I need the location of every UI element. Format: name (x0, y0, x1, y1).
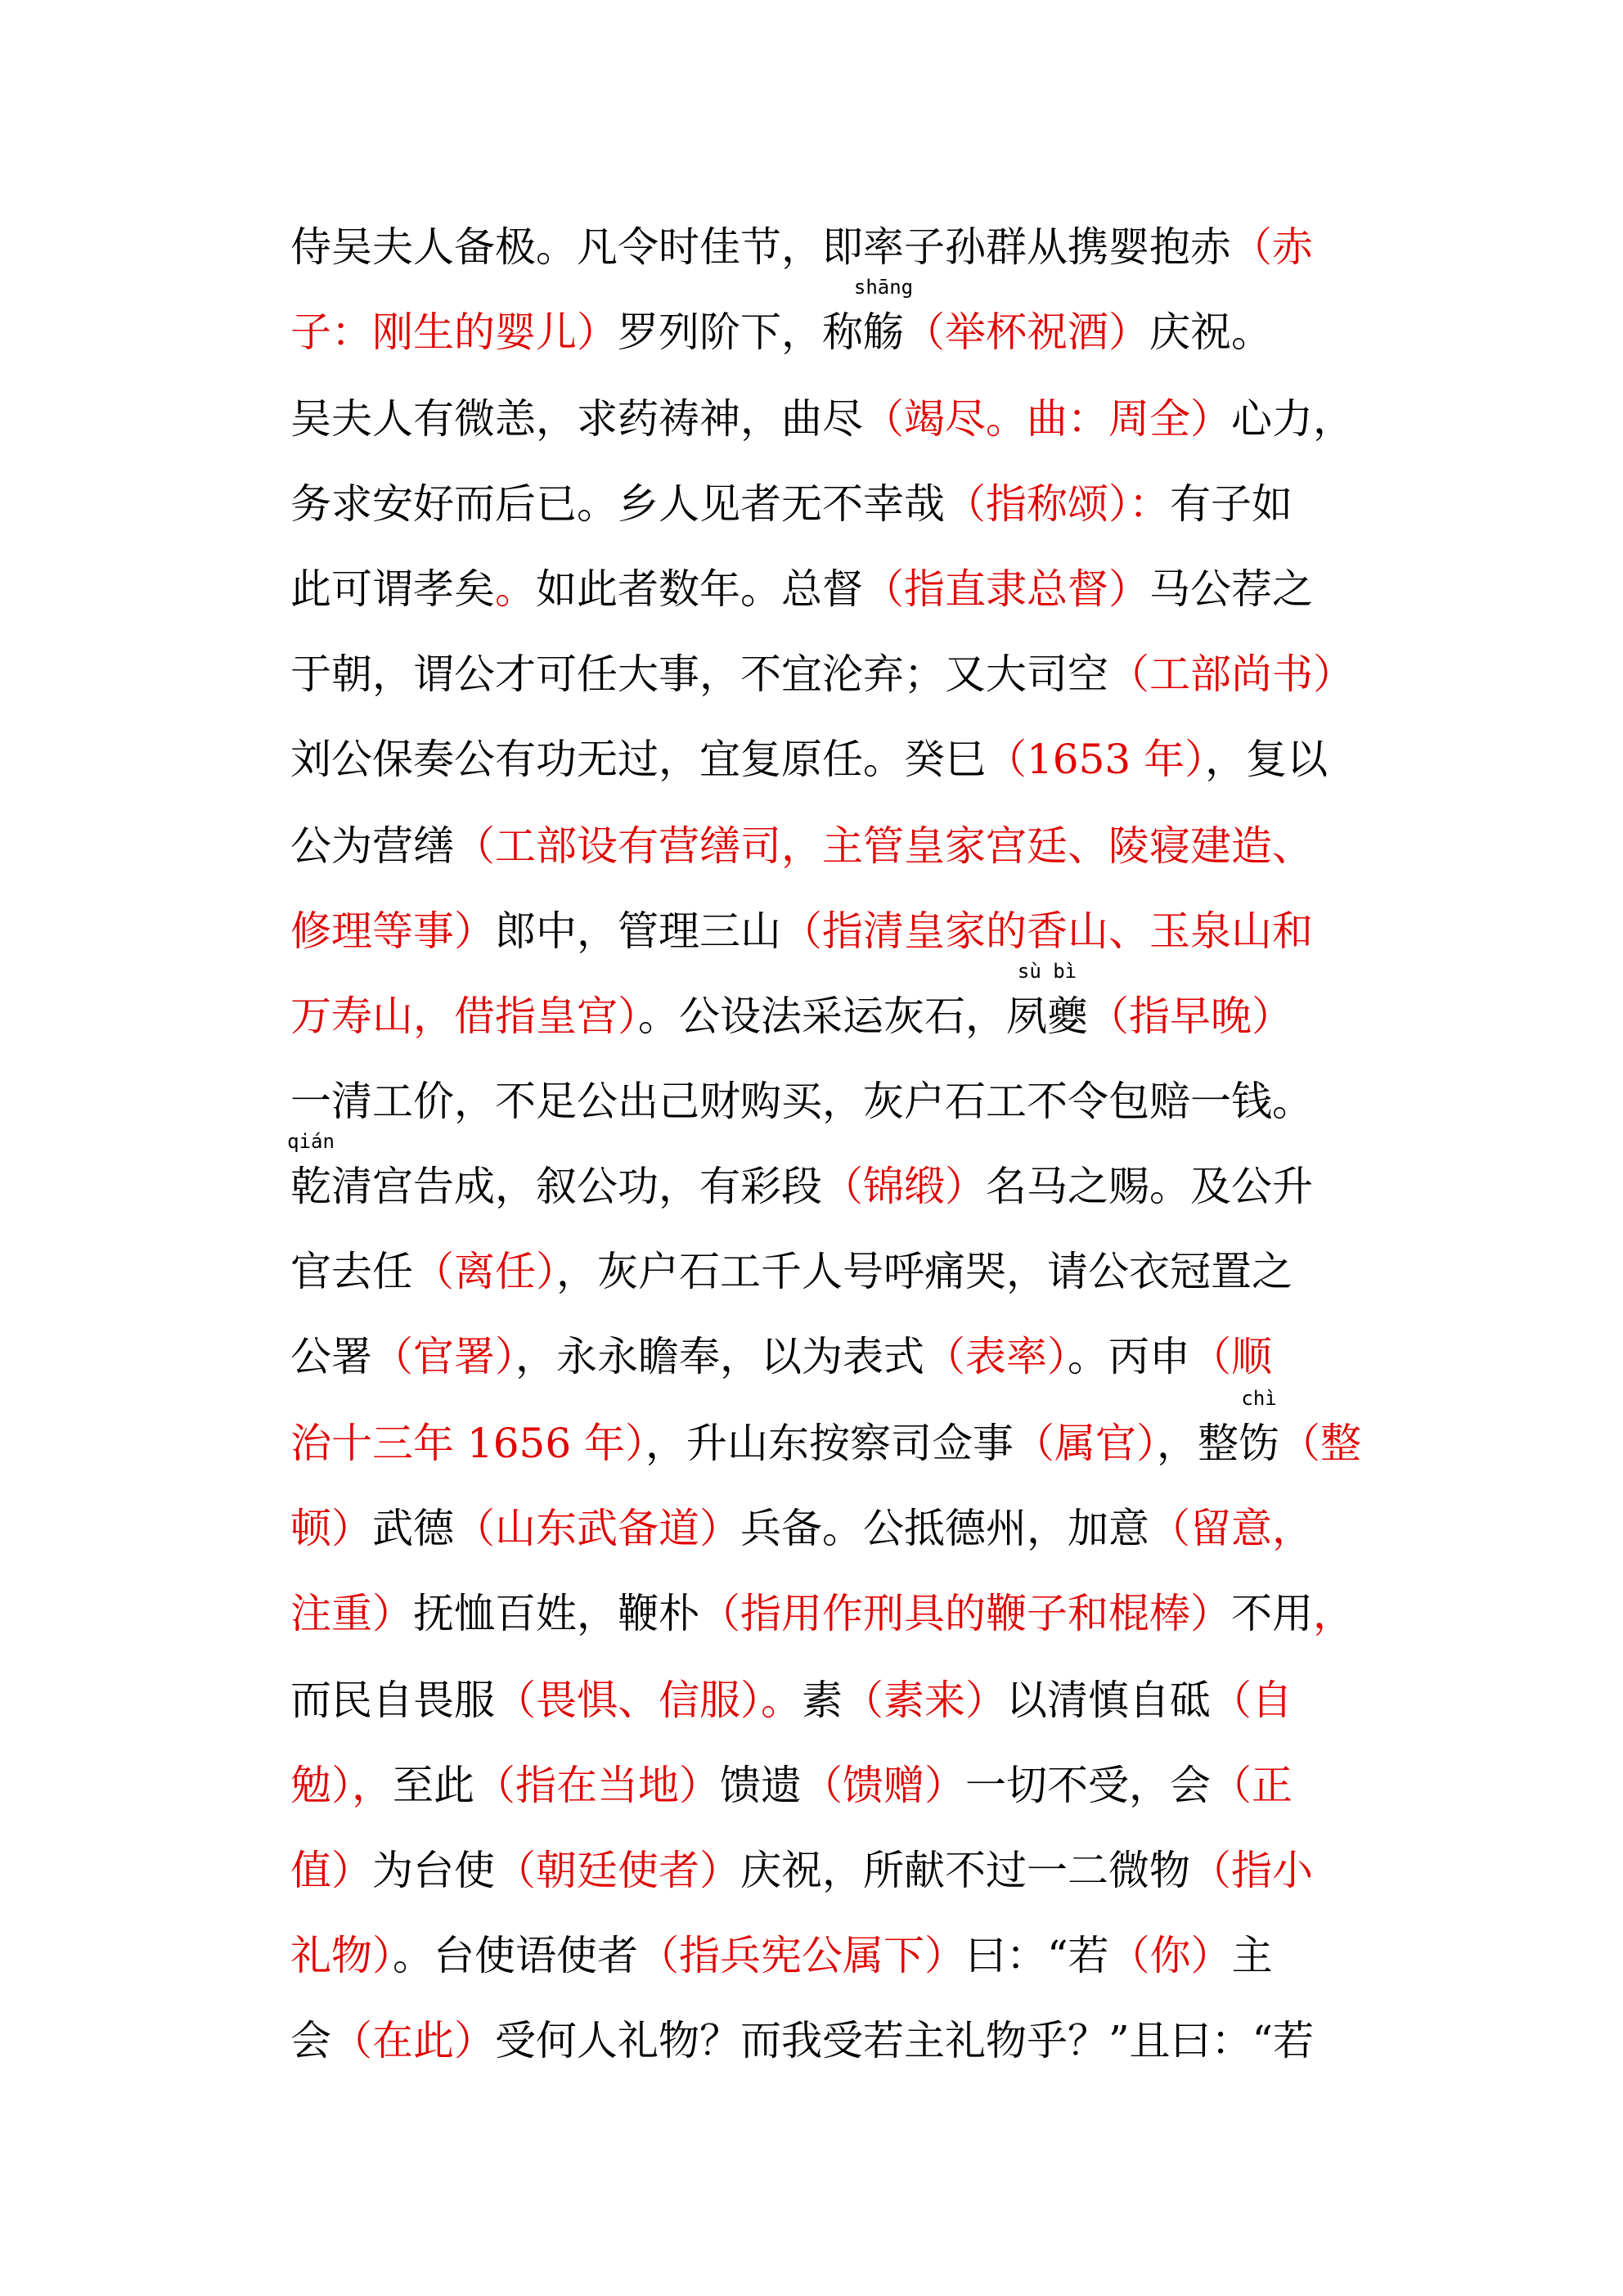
text-line (287, 1130, 1378, 1219)
text-line (290, 960, 1378, 1049)
annotation-text: ， (1313, 1590, 1354, 1637)
annotation-text: （馈赠） (802, 1762, 965, 1809)
body-text: 觞 (863, 308, 904, 356)
annotation-text: （竭尽。曲：周全） (863, 395, 1231, 443)
annotation-text: 顿） (290, 1505, 372, 1552)
annotation-text: （素来） (843, 1677, 1006, 1724)
body-text: 夙夔 (1006, 993, 1088, 1040)
body-text: 公为营缮 (290, 822, 454, 870)
text-line (290, 1923, 1378, 1988)
text-line (290, 1496, 1378, 1561)
body-text: 曰：“若 (965, 1932, 1109, 1979)
body-text: 而民自畏服 (290, 1677, 495, 1724)
body-text: ，永永瞻奉，以为表式 (515, 1333, 924, 1380)
annotation-text: （举杯祝酒） (904, 308, 1149, 356)
annotated-character (853, 276, 914, 365)
annotation-text: 礼物） (290, 1932, 393, 1979)
body-text: 。公设法采运灰石， (638, 993, 1006, 1040)
text-line (290, 1838, 1378, 1903)
body-text: 饬 (1239, 1420, 1280, 1467)
annotation-text: （山东武备道） (454, 1505, 740, 1552)
text-line (290, 1581, 1378, 1646)
body-text: 武德 (372, 1505, 454, 1552)
annotation-text: （锦缎） (822, 1163, 986, 1210)
body-text: 官去任 (290, 1248, 413, 1295)
annotation-text: （指小 (1190, 1847, 1313, 1894)
body-text: 为台使 (372, 1847, 495, 1894)
annotation-text: 值） (290, 1847, 372, 1894)
body-text: 心力， (1231, 395, 1354, 443)
body-text: 有子如 (1170, 480, 1293, 528)
text-line (290, 556, 1378, 622)
body-text: 公署 (290, 1333, 372, 1380)
annotation-text: 万寿山，借指皇宫） (290, 993, 638, 1040)
annotation-text: （表率） (924, 1333, 1068, 1380)
text-line (290, 898, 1378, 964)
body-text: 清宫告成，叙公功，有彩段 (331, 1163, 822, 1210)
annotation-text: （工部设有营缮司，主管皇家宫廷、陵寝建造、 (454, 822, 1313, 870)
body-text: 吴夫人有微恙，求药祷神，曲尽 (290, 395, 863, 443)
annotation-text: 修理等事） (290, 907, 495, 955)
body-text: 名马之赐。及公升 (986, 1163, 1313, 1210)
annotation-text: （留意， (1149, 1505, 1313, 1552)
pinyin-annotation: sù bì (1017, 960, 1077, 983)
body-text: 庆祝，所献不过一二微物 (740, 1847, 1190, 1894)
text-line (290, 1387, 1378, 1476)
body-text: 至此 (393, 1762, 474, 1809)
annotation-text: （畏惧、信服）。 (495, 1677, 802, 1724)
text-line (290, 471, 1378, 537)
body-text: 会 (290, 2017, 331, 2064)
annotation-text: （指兵宪公属下） (638, 1932, 965, 1979)
annotation-text: （在此） (331, 2017, 495, 2064)
body-text: 一清工价，不足公出己财购买，灰户石工不令包赔一钱。 (290, 1078, 1313, 1125)
body-text: 。台使语使者 (393, 1932, 638, 1979)
body-text: 素 (802, 1677, 843, 1724)
body-text: 马公荐之 (1149, 565, 1313, 613)
annotation-text: 注重） (290, 1590, 413, 1637)
body-text: 罗列阶下，称 (618, 308, 863, 356)
text-line (290, 1239, 1378, 1304)
body-text: 兵备。公抵德州，加意 (740, 1505, 1149, 1552)
annotation-text: （工部尚书） (1108, 651, 1354, 698)
body-text: 于朝，谓公才可任大事，不宜沦弃；又大司空 (290, 651, 1108, 698)
annotation-text: （自 (1211, 1677, 1293, 1724)
annotation-text: （离任） (413, 1248, 556, 1295)
text-line (290, 2008, 1378, 2073)
body-text: 受何人礼物？而我受若主礼物乎？”且曰：“若 (495, 2017, 1315, 2064)
body-text: 以清慎自砥 (1006, 1677, 1211, 1724)
annotation-text: （你） (1108, 1932, 1232, 1979)
text-line (290, 1324, 1378, 1389)
body-text: 主 (1231, 1932, 1273, 1979)
annotation-text: （属官） (1014, 1420, 1158, 1467)
text-line (290, 214, 1378, 280)
text-line (290, 1753, 1378, 1818)
body-text: 此可谓孝矣 (290, 565, 495, 613)
body-text: 郎中，管理三山 (495, 907, 781, 955)
body-text: ，灰户石工千人号呼痛哭，请公衣冠置之 (556, 1248, 1293, 1295)
pinyin-annotation: shāng (853, 276, 914, 299)
body-text: 不用 (1231, 1590, 1313, 1637)
body-text: ，升山东按察司佥事 (645, 1420, 1014, 1467)
annotation-text: （整 (1279, 1420, 1362, 1467)
annotation-text: （指用作刑具的鞭子和棍棒） (699, 1590, 1231, 1637)
body-text: 馈遗 (720, 1762, 802, 1809)
annotation-text: （顺 (1190, 1333, 1272, 1380)
annotation-text: （指直隶总督） (863, 565, 1149, 613)
text-line (290, 727, 1378, 792)
text-line (290, 813, 1378, 879)
body-text: 务求安好而后已。乡人见者无不幸哉 (290, 480, 945, 528)
annotation-text: （指在当地） (474, 1762, 720, 1809)
body-text: 庆祝。 (1149, 308, 1272, 356)
body-text: 一切不受，会 (965, 1762, 1211, 1809)
text-line (290, 276, 1378, 365)
annotation-text: 勉）， (290, 1762, 393, 1809)
body-text: 侍吴夫人备极。凡令时佳节，即率子孙群从携婴抱赤 (290, 223, 1231, 271)
text-line (290, 386, 1378, 452)
text-line (290, 1668, 1378, 1733)
body-text: ，复以 (1205, 736, 1329, 783)
annotation-text: 子：刚生的婴儿） (290, 308, 618, 356)
annotation-text: （官署） (372, 1333, 515, 1380)
body-text: 。丙申 (1068, 1333, 1190, 1380)
text-line (290, 642, 1378, 707)
annotation-text: （赤 (1231, 223, 1313, 271)
annotation-text: （指称颂）： (945, 480, 1170, 528)
annotation-text: 治十三年 1656 年） (290, 1420, 646, 1467)
annotation-text: （正 (1211, 1762, 1293, 1809)
annotation-text: （朝廷使者） (495, 1847, 740, 1894)
body-text: 乾 (290, 1163, 331, 1210)
pinyin-annotation: qián (287, 1130, 335, 1153)
body-text: 抚恤百姓，鞭朴 (413, 1590, 699, 1637)
body-text: ，整 (1157, 1420, 1239, 1467)
annotated-character (1239, 1387, 1280, 1476)
annotation-text: （指早晚） (1088, 993, 1293, 1040)
annotated-character (287, 1130, 335, 1219)
annotated-character (1006, 960, 1088, 1049)
annotation-text: （指清皇家的香山、玉泉山和 (781, 907, 1313, 955)
body-text: 如此者数年。总督 (536, 565, 863, 613)
text-line (290, 1069, 1378, 1134)
body-text: 刘公保奏公有功无过，宜复原任。癸巳 (290, 736, 986, 783)
pinyin-annotation: chì (1241, 1387, 1277, 1410)
annotation-text: （1653 年） (986, 736, 1206, 783)
annotation-text: 。 (495, 565, 536, 613)
